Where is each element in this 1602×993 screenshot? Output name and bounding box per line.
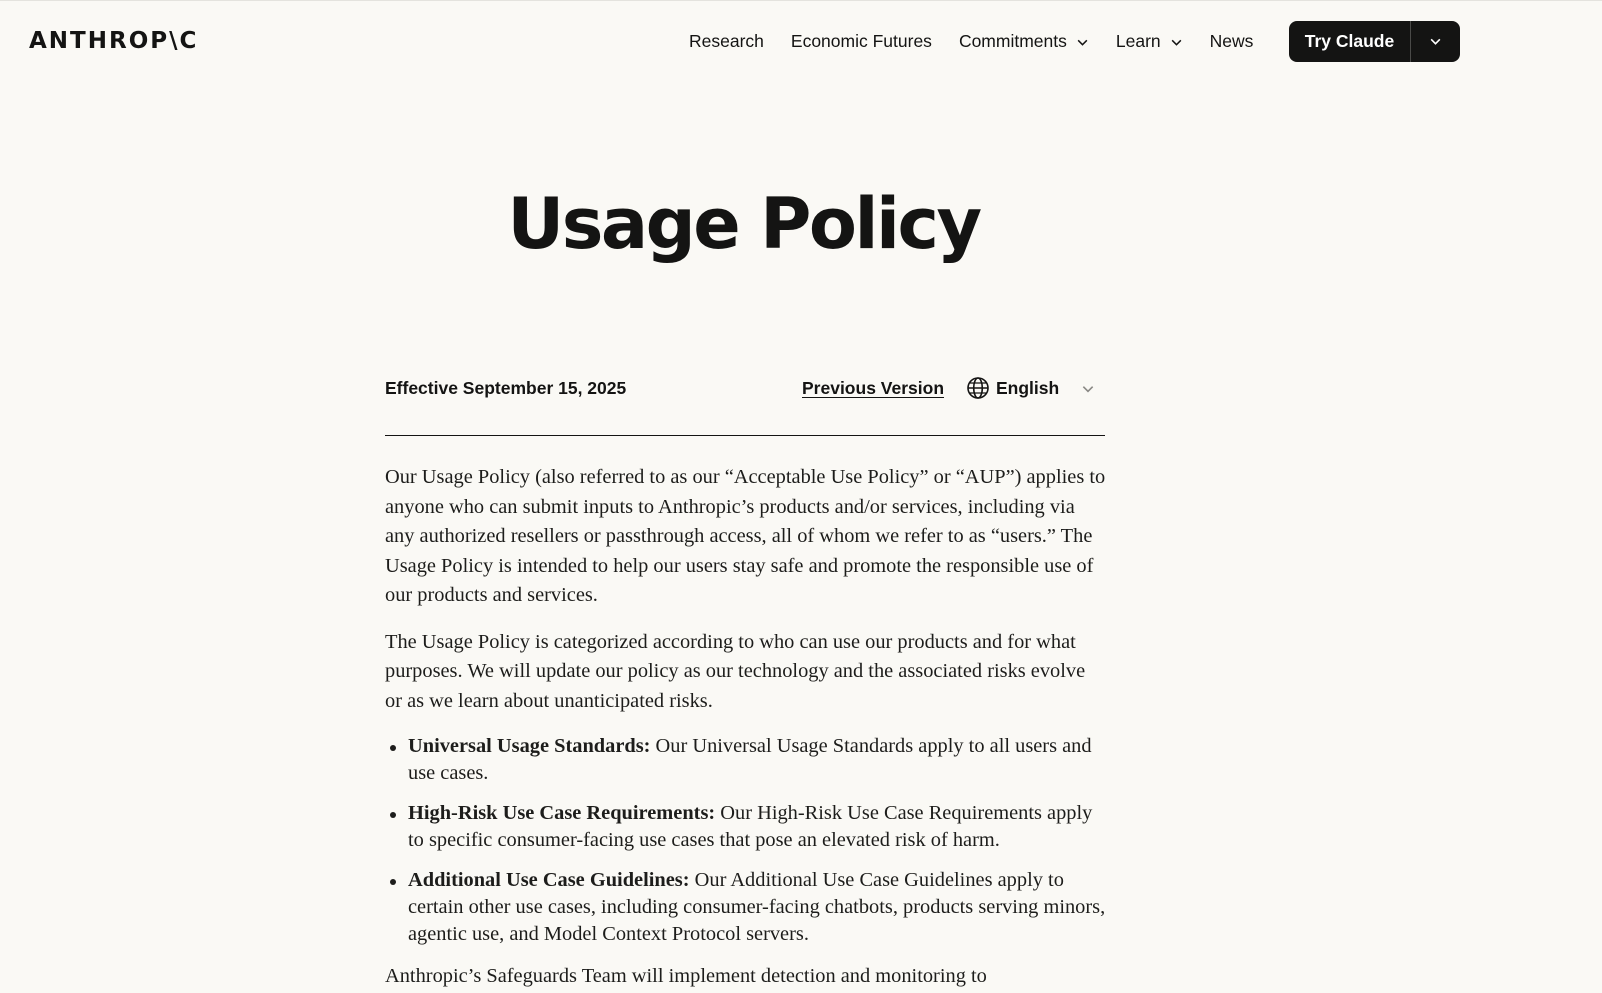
chevron-down-icon [1429,35,1442,48]
nav-commitments-label: Commitments [958,31,1067,51]
policy-meta-bar [385,374,1105,402]
bullet [390,879,396,885]
list-item-text: Our Additional Use Case Guidelines apply to certain other use cases, including consumer-facing chatbots, products serving minors, agentic use, and Model Context Protocol servers. [408,869,1106,945]
globe-icon [966,376,990,400]
list-item-term: Universal Usage Standards: [408,735,651,757]
nav-news[interactable] [1210,29,1254,53]
try-claude-dropdown-button[interactable] [1411,21,1460,62]
previous-version-link[interactable]: Previous Version [802,378,945,398]
list-item [385,867,1107,948]
bullet [390,745,396,751]
bullet [390,812,396,818]
try-claude-button[interactable]: Try Claude [1289,21,1411,62]
intro-paragraph: Our Usage Policy (also referred to as our “Acceptable Use Policy” or “AUP”) applies to anyone who can submit inputs to Anthropic’s products and/or services, including via any authorized resellers or passthrough access, all of whom we refer to as “users.” The Usage Policy is intended to help our users stay safe and promote the responsible use of our products and services. [385,466,1106,606]
try-claude-group [1289,21,1460,62]
list-item [385,800,1107,854]
anthropic-logo[interactable]: ANTHROP\C [29,28,199,54]
nav-economic-futures[interactable] [791,29,932,53]
main-nav [689,29,1253,53]
nav-research-label: Research [689,31,764,51]
nav-economic-futures-label: Economic Futures [790,31,932,51]
list-item-text: Our Universal Usage Standards apply to all users and use cases. [408,735,1092,784]
nav-commitments[interactable] [959,29,1089,53]
effective-date: Effective September 15, 2025 [385,378,627,398]
safeguards-paragraph: Anthropic’s Safeguards Team will implement detection and monitoring to [385,965,987,987]
list-item [385,733,1107,787]
nav-research[interactable] [689,29,764,53]
nav-learn[interactable] [1116,29,1183,53]
list-item-term: Additional Use Case Guidelines: [408,869,690,891]
chevron-down-icon [1076,36,1089,49]
language-selector[interactable] [966,374,1095,402]
nav-learn-label: Learn [1115,31,1161,51]
policy-sections-list [385,733,1107,948]
policy-content [385,463,1107,993]
list-item-term: High-Risk Use Case Requirements: [408,802,716,824]
chevron-down-icon [1170,36,1183,49]
meta-divider [385,435,1105,436]
site-header [0,1,1602,81]
list-item-text: Our High-Risk Use Case Requirements apply to specific consumer-facing use cases that pose an elevated risk of harm. [408,802,1093,851]
page-title: Usage Policy [507,183,980,265]
nav-news-label: News [1209,31,1254,51]
chevron-down-icon [1081,382,1095,396]
categories-paragraph: The Usage Policy is categorized according to who can use our products and for what purposes. We will update our policy as our technology and the associated risks evolve or as we learn about unanticipated risks. [385,630,1086,712]
language-label: English [996,378,1060,398]
